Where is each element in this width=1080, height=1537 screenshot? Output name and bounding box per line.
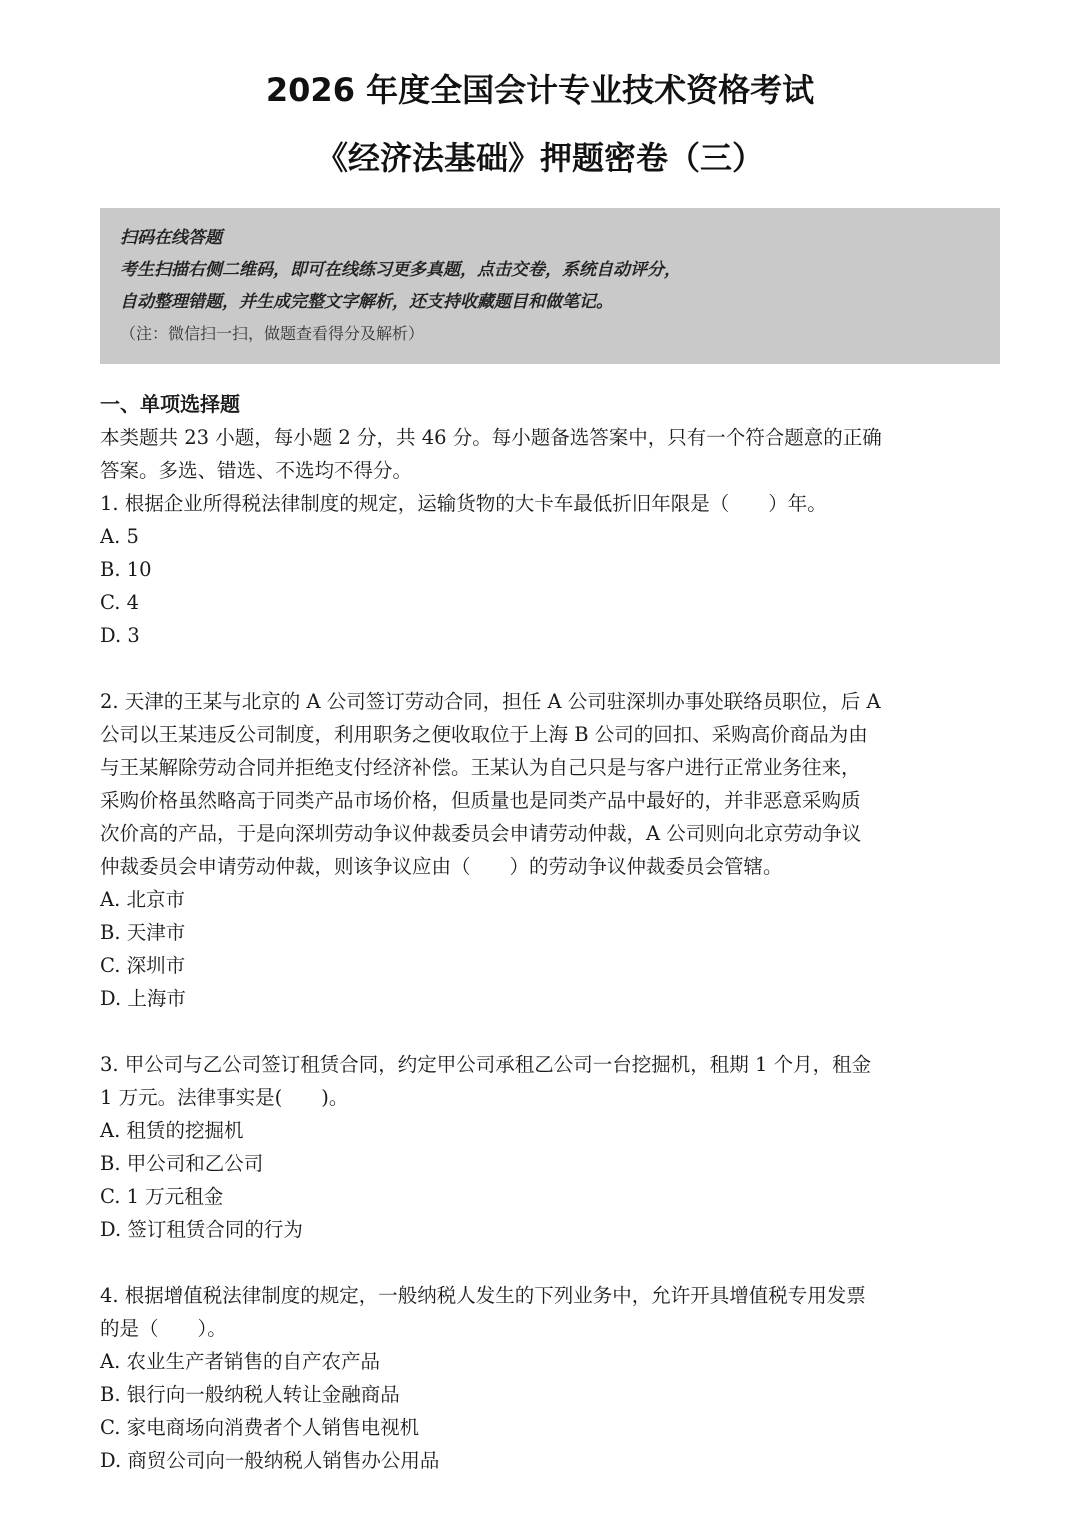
page-subtitle: 《经济法基础》押题密卷（三）	[315, 139, 764, 177]
notice-line: 自动整理错题，并生成完整文字解析，还支持收藏题目和做笔记。	[120, 292, 613, 312]
answer-option[interactable]: B. 天津市	[100, 921, 186, 944]
section-intro: 本类题共 23 小题，每小题 2 分，共 46 分。每小题备选答案中，只有一个符合题意的正确	[100, 426, 882, 449]
answer-option[interactable]: C. 深圳市	[100, 954, 186, 977]
answer-option[interactable]: A. 租赁的挖掘机	[100, 1119, 244, 1142]
answer-option[interactable]: D. 签订租赁合同的行为	[100, 1218, 303, 1241]
scan-notice-box	[100, 208, 1000, 364]
answer-option[interactable]: A. 北京市	[100, 888, 185, 911]
section-intro: 答案。多选、错选、不选均不得分。	[100, 459, 413, 482]
question-stem: 1. 根据企业所得税法律制度的规定，运输货物的大卡车最低折旧年限是（ ）年。	[100, 492, 827, 515]
answer-option[interactable]: D. 商贸公司向一般纳税人销售办公用品	[100, 1449, 440, 1472]
question-stem: 1 万元。法律事实是( )。	[100, 1086, 349, 1109]
question-stem: 的是（ ）。	[100, 1317, 227, 1340]
exam-content	[100, 388, 990, 1477]
question-stem: 3. 甲公司与乙公司签订租赁合同，约定甲公司承租乙公司一台挖掘机，租期 1 个月，租金	[100, 1053, 872, 1076]
answer-option[interactable]: B. 10	[100, 558, 152, 581]
answer-option[interactable]: A. 农业生产者销售的自产农产品	[100, 1350, 380, 1373]
question-1	[100, 487, 990, 652]
question-3	[100, 1048, 990, 1246]
section-heading: 一、单项选择题	[100, 392, 240, 416]
notice-heading: 扫码在线答题	[120, 228, 222, 248]
question-2	[100, 685, 990, 1015]
question-stem: 4. 根据增值税法律制度的规定，一般纳税人发生的下列业务中，允许开具增值税专用发票	[100, 1284, 866, 1307]
answer-option[interactable]: C. 4	[100, 591, 140, 614]
answer-option[interactable]: B. 银行向一般纳税人转让金融商品	[100, 1383, 400, 1406]
notice-line: 考生扫描右侧二维码，即可在线练习更多真题，点击交卷，系统自动评分，	[120, 260, 681, 280]
answer-option[interactable]: D. 上海市	[100, 987, 186, 1010]
question-stem: 公司以王某违反公司制度，利用职务之便收取位于上海 B 公司的回扣、采购高价商品为由	[100, 723, 868, 746]
question-stem: 2. 天津的王某与北京的 A 公司签订劳动合同，担任 A 公司驻深圳办事处联络员职位，后 A	[100, 690, 881, 713]
answer-option[interactable]: B. 甲公司和乙公司	[100, 1152, 264, 1175]
notice-note: （注：微信扫一扫，做题查看得分及解析）	[120, 324, 425, 343]
answer-option[interactable]: C. 家电商场向消费者个人销售电视机	[100, 1416, 420, 1439]
question-stem: 次价高的产品，于是向深圳劳动争议仲裁委员会申请劳动仲裁，A 公司则向北京劳动争议	[100, 822, 862, 845]
page-title: 2026 年度全国会计专业技术资格考试	[265, 71, 815, 109]
question-stem: 仲裁委员会申请劳动仲裁，则该争议应由（ ）的劳动争议仲裁委员会管辖。	[100, 855, 783, 878]
answer-option[interactable]: C. 1 万元租金	[100, 1185, 224, 1208]
answer-option[interactable]: A. 5	[100, 525, 139, 548]
question-stem: 与王某解除劳动合同并拒绝支付经济补偿。王某认为自己只是与客户进行正常业务往来，	[100, 756, 861, 779]
answer-option[interactable]: D. 3	[100, 624, 140, 647]
question-4	[100, 1279, 990, 1477]
question-stem: 采购价格虽然略高于同类产品市场价格，但质量也是同类产品中最好的，并非恶意采购质	[100, 789, 861, 812]
